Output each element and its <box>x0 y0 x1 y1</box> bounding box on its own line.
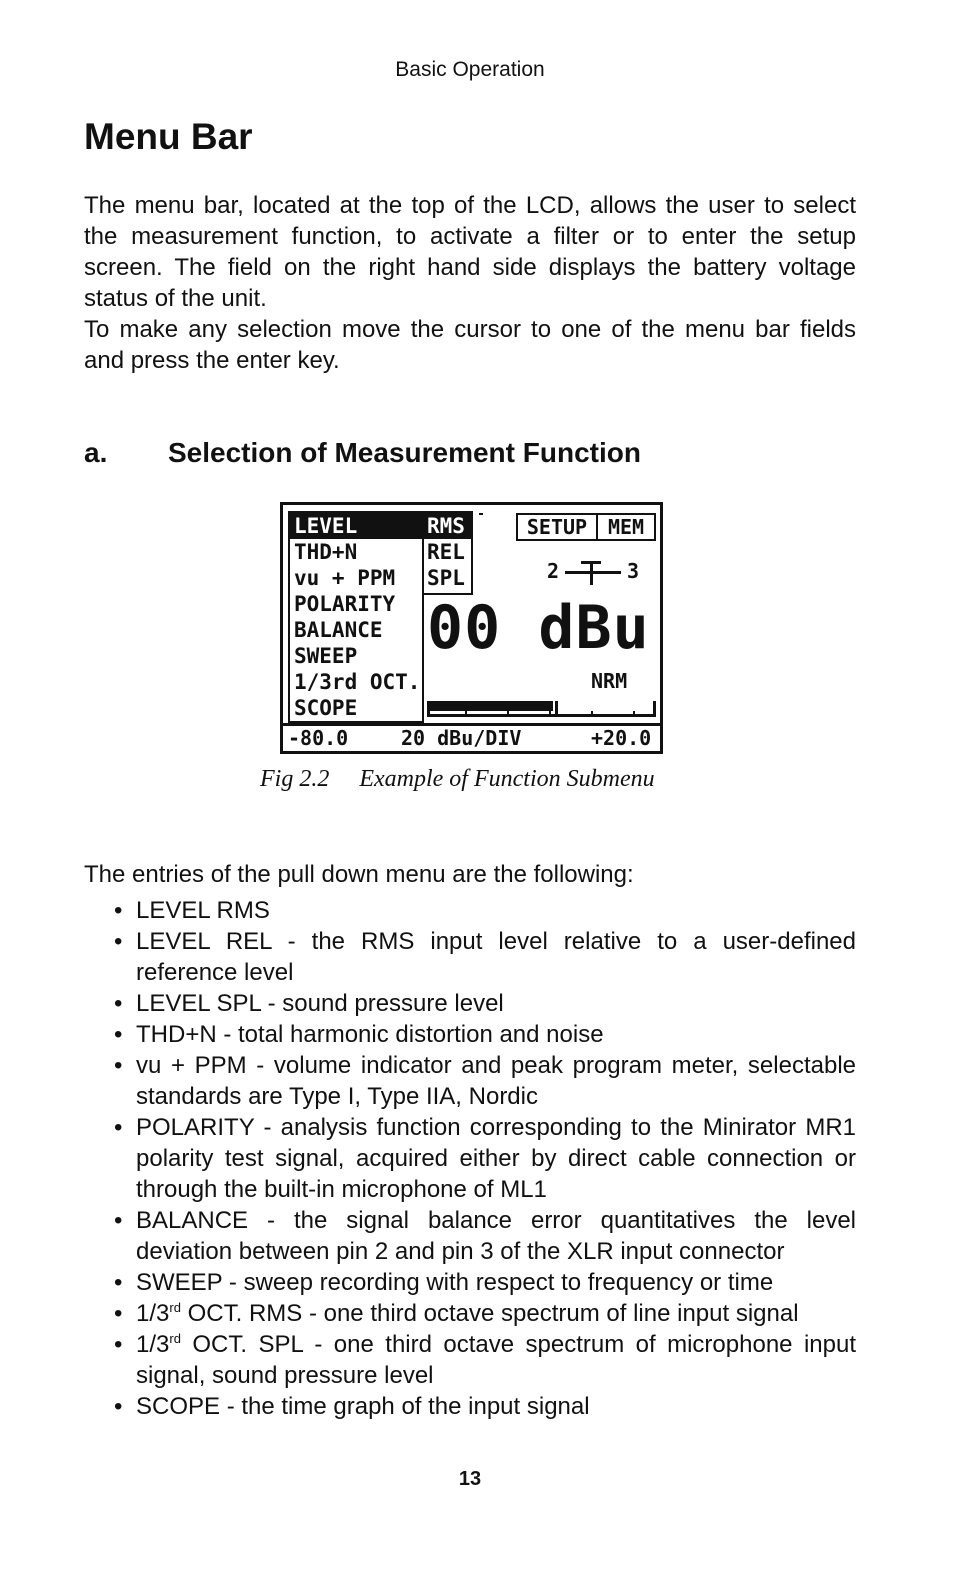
menu-item-polarity[interactable]: POLARITY <box>294 592 396 616</box>
scale-division: 20 dBu/DIV <box>401 726 522 750</box>
bar-frame-bottom <box>427 714 656 717</box>
submenu-item-rel[interactable]: REL <box>427 540 465 564</box>
level-bar-graph <box>427 697 656 717</box>
intro-text <box>84 190 856 376</box>
list-item: • LEVEL RMS <box>84 895 856 926</box>
list-item: • vu + PPM - volume indicator and peak program meter, selectable standards are Type I, Type IIA, Nordic <box>84 1050 856 1112</box>
section-number: a. <box>84 437 108 468</box>
menu-entries-list <box>84 895 856 1422</box>
lcd-screen-figure <box>280 502 663 754</box>
page-number: 13 <box>458 1468 482 1490</box>
entries-intro: The entries of the pull down menu are the following: <box>84 861 634 888</box>
menu-item-balance[interactable]: BALANCE <box>294 618 383 642</box>
pin-3-label: 3 <box>627 559 640 583</box>
figure-caption-text: Example of Function Submenu <box>359 766 655 792</box>
figure-number: Fig 2.2 <box>260 766 330 792</box>
submenu-item-spl[interactable]: SPL <box>427 566 465 590</box>
figure-caption <box>260 766 655 793</box>
list-item: • LEVEL SPL - sound pressure level <box>84 988 856 1019</box>
list-item: • SWEEP - sweep recording with respect to frequency or time <box>84 1267 856 1298</box>
scale-max: +20.0 <box>591 726 652 750</box>
menu-item-third-octave[interactable]: 1/3rd OCT. <box>294 670 421 694</box>
mode-tag: NRM <box>591 669 628 693</box>
bar-tick <box>549 711 551 715</box>
intro-paragraph-2: To make any selection move the cursor to one of the menu bar fields and press the enter key. <box>84 316 856 374</box>
mem-button[interactable]: MEM <box>596 513 656 541</box>
bar-level-fill <box>430 701 553 711</box>
list-item: • LEVEL REL - the RMS input level relative to a user-defined reference level <box>84 926 856 988</box>
menu-separator-mark <box>479 513 483 515</box>
menu-item-scope[interactable]: SCOPE <box>294 696 358 720</box>
list-item: • 1/3rd OCT. RMS - one third octave spectrum of line input signal <box>84 1298 856 1329</box>
bar-tick <box>507 711 509 715</box>
menu-item-vu-ppm[interactable]: vu + PPM <box>294 566 396 590</box>
bar-peak-marker <box>555 701 558 714</box>
intro-paragraph-1: The menu bar, located at the top of the LCD, allows the user to select the measurement function, to activate a filter or to enter the setup screen. The field on the right hand side displays the battery voltage status of the unit. <box>84 192 856 312</box>
level-submenu <box>424 511 473 595</box>
pin-tee-stem <box>590 561 593 585</box>
bar-tick <box>465 711 467 715</box>
submenu-item-rms[interactable]: RMS <box>424 513 471 539</box>
bar-tick <box>591 711 593 715</box>
setup-button[interactable]: SETUP <box>516 513 598 541</box>
section-heading <box>84 437 641 469</box>
menu-item-sweep[interactable]: SWEEP <box>294 644 358 668</box>
page-title: Menu Bar <box>84 116 253 157</box>
section-title: Selection of Measurement Function <box>168 437 641 468</box>
menu-item-thdn[interactable]: THD+N <box>294 540 358 564</box>
list-item: • BALANCE - the signal balance error quantitatives the level deviation between pin 2 and pin 3 of the XLR input connector <box>84 1205 856 1267</box>
level-reading: 00 dBu <box>427 593 650 663</box>
menu-item-level[interactable]: LEVEL <box>290 513 422 539</box>
list-item: • THD+N - total harmonic distortion and noise <box>84 1019 856 1050</box>
bar-tick <box>633 711 635 715</box>
scale-min: -80.0 <box>288 726 349 750</box>
list-item: • SCOPE - the time graph of the input signal <box>84 1391 856 1422</box>
pin-2-label: 2 <box>547 559 560 583</box>
pin-connector-line <box>565 571 621 574</box>
list-item: • 1/3rd OCT. SPL - one third octave spectrum of microphone input signal, sound pressure level <box>84 1329 856 1391</box>
list-item: • POLARITY - analysis function corresponding to the Minirator MR1 polarity test signal, acquired either by direct cable connection or through the built-in microphone of ML1 <box>84 1112 856 1205</box>
scale-row <box>283 726 660 751</box>
function-menu <box>288 511 424 723</box>
running-head: Basic Operation <box>395 58 545 81</box>
